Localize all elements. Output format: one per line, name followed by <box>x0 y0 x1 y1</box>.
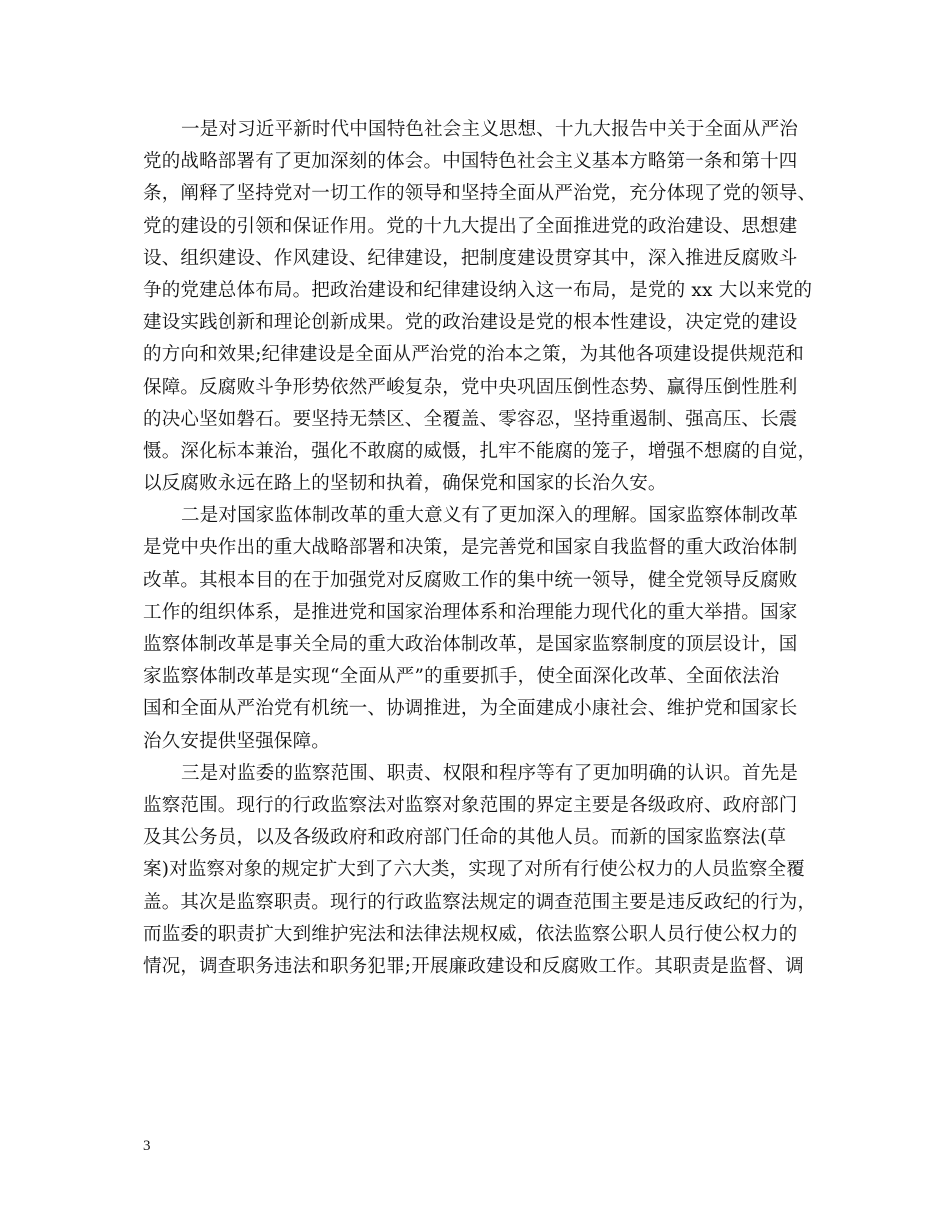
text-line: 党的战略部署有了更加深刻的体会。中国特色社会主义基本方略第一条和第十四 <box>143 151 798 173</box>
text-line: 监察体制改革是事关全局的重大政治体制改革，是国家监察制度的顶层设计，国 <box>143 634 798 655</box>
paragraph-2 <box>143 500 833 758</box>
text-line: 的决心坚如磐石。要坚持无禁区、全覆盖、零容忍，坚持重遏制、强高压、长震 <box>143 408 798 430</box>
text-line: 以反腐败永远在路上的坚韧和执着，确保党和国家的长治久安。 <box>143 473 667 495</box>
text-line: 是党中央作出的重大战略部署和决策，是完善党和国家自我监督的重大政治体制 <box>143 537 798 559</box>
text-line: 案)对监察对象的规定扩大到了六大类，实现了对所有行使公权力的人员监察全覆 <box>143 859 805 881</box>
text-line: 党的建设的引领和保证作用。党的十九大提出了全面推进党的政治建设、思想建 <box>143 215 798 237</box>
text-line: 工作的组织体系，是推进党和国家治理体系和治理能力现代化的重大举措。国家 <box>143 601 798 623</box>
text-line: 条，阐释了坚持党对一切工作的领导和坚持全面从严治党，充分体现了党的领导、 <box>143 183 817 205</box>
text-line: 争的党建总体布局。把政治建设和纪律建设纳入这一布局，是党的 xx 大以来党的 <box>143 279 813 301</box>
paragraph-1 <box>143 114 833 500</box>
text-line: 三是对监委的监察范围、职责、权限和程序等有了更加明确的认识。首先是 <box>181 762 799 784</box>
text-line: 改革。其根本目的在于加强党对反腐败工作的集中统一领导，健全党领导反腐败 <box>143 569 798 591</box>
text-line: 而监委的职责扩大到维护宪法和法律法规权威，依法监察公职人员行使公权力的 <box>143 923 798 945</box>
text-line: 家监察体制改革是实现“全面从严”的重要抓手，使全面深化改革、全面依法治 <box>143 666 780 688</box>
text-line: 及其公务员，以及各级政府和政府部门任命的其他人员。而新的国家监察法(草 <box>143 827 787 849</box>
text-line: 慑。深化标本兼治，强化不敢腐的威慑，扎牢不能腐的笼子，增强不想腐的自觉， <box>143 440 817 462</box>
text-line: 监察范围。现行的行政监察法对监察对象范围的界定主要是各级政府、政府部门 <box>143 794 798 816</box>
text-line: 的方向和效果;纪律建设是全面从严治党的治本之策，为其他各项建设提供规范和 <box>143 344 804 366</box>
text-line: 建设实践创新和理论创新成果。党的政治建设是党的根本性建设，决定党的建设 <box>143 312 798 334</box>
page-number: 3 <box>143 1138 151 1154</box>
text-line: 保障。反腐败斗争形势依然严峻复杂，党中央巩固压倒性态势、赢得压倒性胜利 <box>143 376 798 398</box>
text-line: 治久安提供坚强保障。 <box>143 730 331 752</box>
text-line: 一是对习近平新时代中国特色社会主义思想、十九大报告中关于全面从严治 <box>181 119 799 140</box>
paragraph-3 <box>143 758 833 983</box>
body-text <box>143 114 833 983</box>
text-line: 国和全面从严治党有机统一、协调推进，为全面建成小康社会、维护党和国家长 <box>143 698 798 720</box>
text-line: 设、组织建设、作风建设、纪律建设，把制度建设贯穿其中，深入推进反腐败斗 <box>143 247 798 269</box>
text-line: 二是对国家监体制改革的重大意义有了更加深入的理解。国家监察体制改革 <box>181 505 799 527</box>
text-line: 情况，调查职务违法和职务犯罪;开展廉政建设和反腐败工作。其职责是监督、调 <box>143 955 804 977</box>
text-line: 盖。其次是监察职责。现行的行政监察法规定的调查范围主要是违反政纪的行为， <box>143 891 817 913</box>
